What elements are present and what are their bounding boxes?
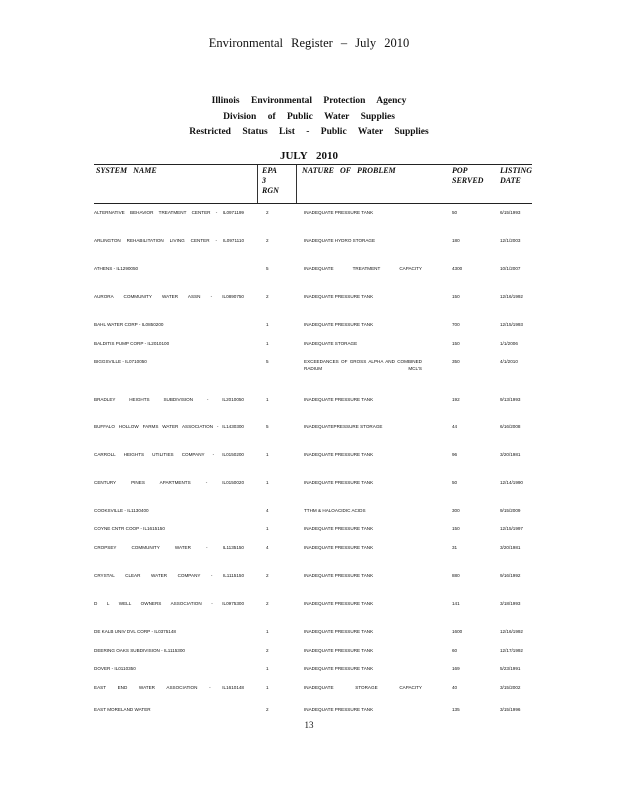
listing-date: 12/15/1997 [500, 526, 523, 531]
epa-region: 2 [266, 294, 269, 299]
system-name: ALTERNATIVE BEHAVIOR TREATMENT CENTER - IL0971199 [94, 210, 244, 215]
nature-of-problem: INADEQUATEPRESSURE STORAGE [304, 424, 383, 429]
epa-region: 1 [266, 480, 269, 485]
listing-date: 9/15/2009 [500, 508, 521, 513]
listing-date: 12/1/2003 [500, 238, 521, 243]
system-name: ARLINGTON REHABILITATION LIVING CENTER - IL0971110 [94, 238, 244, 243]
system-name: AURORA COMMUNITY WATER ASSN - IL0890750 [94, 294, 244, 299]
col-header-listing-line2: DATE [500, 176, 521, 185]
epa-region: 1 [266, 685, 269, 690]
col-header-epa [262, 166, 279, 196]
epa-region: 2 [266, 210, 269, 215]
system-name: CROPSEY COMMUNITY WATER - IL1135150 [94, 545, 244, 550]
table-top-rule [94, 164, 532, 165]
population-served: 150 [452, 341, 460, 346]
table-row [0, 265, 618, 295]
system-name: CENTURY PINES APARTMENTS - IL0150020 [94, 480, 244, 485]
epa-region: 4 [266, 545, 269, 550]
population-served: 150 [452, 294, 460, 299]
listing-date: 3/20/1981 [500, 452, 521, 457]
nature-of-problem: INADEQUATE HYDRO STORAGE [304, 238, 376, 243]
population-served: 169 [452, 666, 460, 671]
table-row [0, 451, 618, 481]
listing-date: 12/16/1992 [500, 294, 523, 299]
listing-date: 3/15/2002 [500, 685, 521, 690]
system-name: CARROLL HEIGHTS UTILITIES COMPANY - IL0150200 [94, 452, 244, 457]
list-title: Restricted Status List - Public Water Supplies [189, 127, 429, 137]
system-name: BIGGSVILLE - IL0710050 [94, 359, 147, 364]
system-name: BALDITIS PUMP CORP - IL2010100 [94, 341, 170, 346]
table-row [0, 479, 618, 509]
agency-name: Illinois Environmental Protection Agency [211, 96, 407, 106]
epa-region: 2 [266, 238, 269, 243]
table-row [0, 572, 618, 602]
nature-of-problem: INADEQUATE TREATMENT CAPACITY [304, 266, 422, 271]
epa-region: 1 [266, 452, 269, 457]
table-row [0, 209, 618, 239]
column-divider [296, 165, 297, 203]
col-header-listing [500, 166, 532, 186]
nature-of-problem: TTHM & HALOACIDIC ACIDS [304, 508, 366, 513]
population-served: 40 [452, 685, 458, 690]
epa-region: 2 [266, 601, 269, 606]
listing-date: 9/16/1992 [500, 573, 521, 578]
system-name: BUFFALO HOLLOW FARMS WATER ASSOCIATION - IL1430300 [94, 424, 244, 429]
nature-of-problem: INADEQUATE PRESSURE TANK [304, 322, 374, 327]
listing-date: 12/16/1992 [500, 629, 523, 634]
listing-date: 4/1/2010 [500, 359, 518, 364]
nature-of-problem: INADEQUATE PRESSURE TANK [304, 666, 374, 671]
division-name: Division of Public Water Supplies [223, 112, 395, 122]
listing-date: 1/1/2006 [500, 341, 518, 346]
epa-region: 5 [266, 424, 269, 429]
population-served: 1600 [452, 629, 463, 634]
column-divider [257, 165, 258, 203]
table-row [0, 544, 618, 574]
population-served: 50 [452, 210, 458, 215]
list-month: JULY 2010 [279, 150, 339, 162]
population-served: 60 [452, 648, 458, 653]
system-name: COYNE CNTR COOP - IL1615150 [94, 526, 165, 531]
population-served: 700 [452, 322, 460, 327]
system-name: BRADLEY HEIGHTS SUBDIVISION - IL2010050 [94, 397, 244, 402]
epa-region: 1 [266, 341, 269, 346]
system-name: DOVER - IL0110350 [94, 666, 136, 671]
system-name: COOKSVILLE - IL1130400 [94, 508, 149, 513]
nature-of-problem: INADEQUATE PRESSURE TANK [304, 452, 374, 457]
population-served: 31 [452, 545, 458, 550]
col-header-nature: NATURE OF PROBLEM [302, 166, 396, 175]
col-header-pop [452, 166, 483, 186]
col-header-system: SYSTEM NAME [96, 166, 157, 175]
epa-region: 2 [266, 573, 269, 578]
table-row [0, 358, 618, 388]
population-served: 135 [452, 707, 460, 712]
nature-of-problem: INADEQUATE STORAGE [304, 341, 358, 346]
system-name: EAST MORELAND WATER [94, 707, 151, 712]
page-header-title: Environmental Register – July 2010 [208, 36, 410, 50]
system-name: D L WELL OWNERS ASSOCIATION - IL0975300 [94, 601, 244, 606]
population-served: 141 [452, 601, 460, 606]
listing-date: 6/15/1993 [500, 210, 521, 215]
col-header-epa-line1: EPA [262, 166, 277, 175]
nature-of-problem: INADEQUATE PRESSURE TANK [304, 601, 374, 606]
nature-of-problem: INADEQUATE PRESSURE TANK [304, 648, 374, 653]
nature-of-problem: INADEQUATE PRESSURE TANK [304, 573, 374, 578]
col-header-pop-line1: POP [452, 166, 468, 175]
nature-of-problem: INADEQUATE PRESSURE TANK [304, 629, 374, 634]
listing-date: 10/1/2007 [500, 266, 521, 271]
epa-region: 2 [266, 707, 269, 712]
table-row [0, 423, 618, 453]
table-header-rule [94, 203, 532, 204]
epa-region: 1 [266, 666, 269, 671]
listing-date: 3/18/1993 [500, 601, 521, 606]
epa-region: 2 [266, 648, 269, 653]
system-name: DEERING OAKS SUBDIVISION - IL1115300 [94, 648, 185, 653]
table-row [0, 293, 618, 323]
nature-of-problem: INADEQUATE PRESSURE TANK [304, 480, 374, 485]
table-row [0, 396, 618, 426]
system-name: DE KALB UNIV DVL CORP - IL0375148 [94, 629, 176, 634]
population-served: 180 [452, 238, 460, 243]
system-name: CRYSTAL CLEAR WATER COMPANY - IL1115150 [94, 573, 244, 578]
nature-of-problem: INADEQUATE PRESSURE TANK [304, 545, 374, 550]
population-served: 300 [452, 508, 460, 513]
nature-of-problem: INADEQUATE PRESSURE TANK [304, 397, 374, 402]
nature-of-problem: INADEQUATE PRESSURE TANK [304, 210, 374, 215]
listing-date: 9/13/1993 [500, 397, 521, 402]
table-row [0, 600, 618, 630]
epa-region: 1 [266, 629, 269, 634]
listing-date: 3/20/1981 [500, 545, 521, 550]
nature-of-problem: INADEQUATE STORAGE CAPACITY [304, 685, 422, 690]
col-header-listing-line1: LISTING [500, 166, 533, 175]
nature-of-problem: INADEQUATE PRESSURE TANK [304, 294, 374, 299]
listing-date: 12/14/1990 [500, 480, 523, 485]
population-served: 4300 [452, 266, 463, 271]
epa-region: 1 [266, 526, 269, 531]
epa-region: 4 [266, 508, 269, 513]
population-served: 96 [452, 452, 458, 457]
epa-region: 5 [266, 359, 269, 364]
listing-date: 6/16/2008 [500, 424, 521, 429]
epa-region: 5 [266, 266, 269, 271]
listing-date: 5/23/1991 [500, 666, 521, 671]
listing-date: 12/15/1993 [500, 322, 523, 327]
nature-of-problem: EXCEEDANCES OF GROSS ALPHA AND COMBINED RADIUM MCL'S [304, 359, 422, 371]
system-name: ATHENS - IL1290050 [94, 266, 139, 271]
population-served: 192 [452, 397, 460, 402]
population-served: 150 [452, 526, 460, 531]
nature-of-problem: INADEQUATE PRESSURE TANK [304, 707, 374, 712]
nature-of-problem: INADEQUATE PRESSURE TANK [304, 526, 374, 531]
listing-date: 3/15/1996 [500, 707, 521, 712]
population-served: 50 [452, 480, 458, 485]
epa-region: 1 [266, 397, 269, 402]
col-header-epa-line2: 3 [262, 176, 266, 185]
population-served: 880 [452, 573, 460, 578]
population-served: 44 [452, 424, 458, 429]
epa-region: 1 [266, 322, 269, 327]
system-name: EAST END WATER ASSOCIATION - IL1610148 [94, 685, 244, 690]
table-row [0, 237, 618, 267]
col-header-epa-line3: RGN [262, 186, 279, 195]
col-header-pop-line2: SERVED [452, 176, 484, 185]
population-served: 350 [452, 359, 460, 364]
system-name: BAHL WATER CORP - IL0850200 [94, 322, 164, 327]
listing-date: 12/17/1992 [500, 648, 523, 653]
page-number: 13 [304, 720, 314, 730]
